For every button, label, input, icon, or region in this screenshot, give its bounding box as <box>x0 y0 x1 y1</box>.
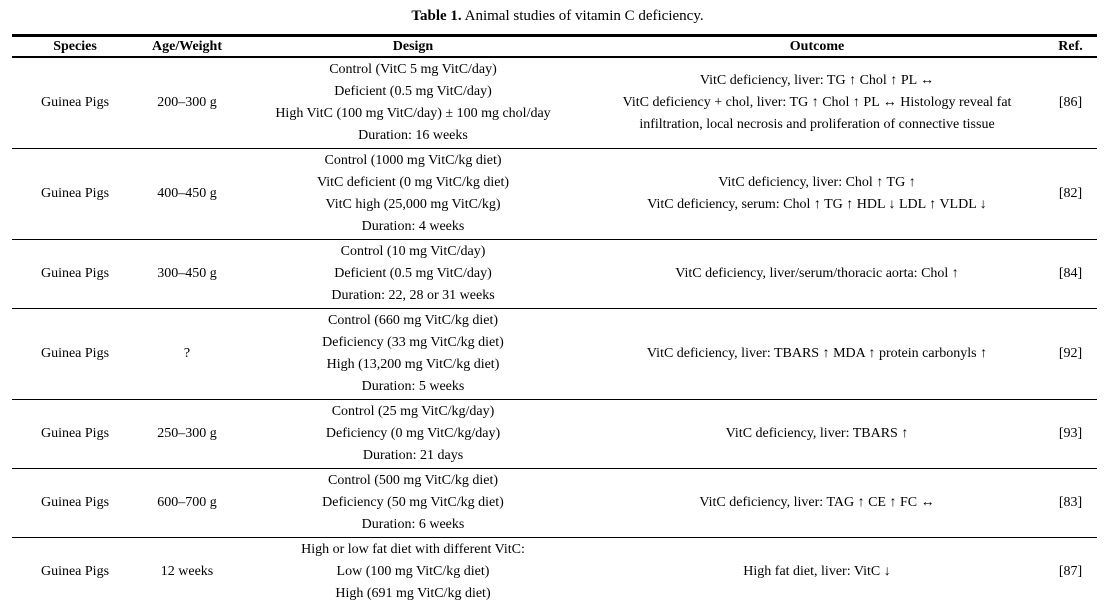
column-header-design: Design <box>236 36 590 58</box>
design-line: Duration: 4 weeks <box>240 216 586 238</box>
design-line: High (13,200 mg VitC/kg diet) <box>240 354 586 376</box>
outcome-line: VitC deficiency, liver: TBARS ↑ <box>594 423 1040 445</box>
outcome-cell <box>590 469 1044 538</box>
ref-cell: [82] <box>1044 149 1097 240</box>
outcome-line: VitC deficiency + chol, liver: TG ↑ Chol ↑ PL ↔ Histology reveal fat infiltration, local necrosis and proliferation of connective tissue <box>594 92 1040 136</box>
age-weight-cell: 300–450 g <box>138 240 236 309</box>
age-weight-cell: 600–700 g <box>138 469 236 538</box>
design-cell <box>236 469 590 538</box>
outcome-cell <box>590 57 1044 149</box>
outcome-line: VitC deficiency, liver: TBARS ↑ MDA ↑ protein carbonyls ↑ <box>594 343 1040 365</box>
ref-cell: [93] <box>1044 400 1097 469</box>
design-line: Control (25 mg VitC/kg/day) <box>240 401 586 423</box>
species-cell: Guinea Pigs <box>12 538 138 606</box>
column-header-ref: Ref. <box>1044 36 1097 58</box>
column-header-age-weight: Age/Weight <box>138 36 236 58</box>
design-cell <box>236 149 590 240</box>
outcome-cell <box>590 240 1044 309</box>
species-cell: Guinea Pigs <box>12 149 138 240</box>
table-row <box>12 240 1097 309</box>
species-cell: Guinea Pigs <box>12 469 138 538</box>
outcome-line: VitC deficiency, liver: Chol ↑ TG ↑ <box>594 172 1040 194</box>
design-line: Control (660 mg VitC/kg diet) <box>240 310 586 332</box>
ref-cell: [83] <box>1044 469 1097 538</box>
table-body <box>12 57 1097 606</box>
age-weight-cell: 250–300 g <box>138 400 236 469</box>
age-weight-cell: 200–300 g <box>138 57 236 149</box>
design-line: Duration: 5 weeks <box>240 376 586 398</box>
outcome-cell <box>590 538 1044 606</box>
table-caption-label: Table 1. <box>411 8 461 24</box>
table-row <box>12 538 1097 606</box>
design-line: Duration: 21 days <box>240 445 586 467</box>
design-line: Control (1000 mg VitC/kg diet) <box>240 150 586 172</box>
ref-cell: [84] <box>1044 240 1097 309</box>
design-cell <box>236 240 590 309</box>
design-line: Control (10 mg VitC/day) <box>240 241 586 263</box>
design-line: Duration: 16 weeks <box>240 125 586 147</box>
outcome-cell <box>590 309 1044 400</box>
column-header-species: Species <box>12 36 138 58</box>
ref-cell: [87] <box>1044 538 1097 606</box>
design-line: Duration: 22, 28 or 31 weeks <box>240 285 586 307</box>
outcome-line: VitC deficiency, liver: TAG ↑ CE ↑ FC ↔ <box>594 492 1040 514</box>
species-cell: Guinea Pigs <box>12 400 138 469</box>
table-caption <box>0 0 1115 34</box>
outcome-line: VitC deficiency, liver/serum/thoracic aorta: Chol ↑ <box>594 263 1040 285</box>
design-line: Deficient (0.5 mg VitC/day) <box>240 81 586 103</box>
design-line: Deficiency (50 mg VitC/kg diet) <box>240 492 586 514</box>
outcome-cell <box>590 400 1044 469</box>
age-weight-cell: ? <box>138 309 236 400</box>
table-row <box>12 469 1097 538</box>
design-cell <box>236 538 590 606</box>
table-header <box>12 36 1097 58</box>
species-cell: Guinea Pigs <box>12 240 138 309</box>
ref-cell: [86] <box>1044 57 1097 149</box>
design-cell <box>236 57 590 149</box>
animal-studies-table <box>12 34 1097 606</box>
column-header-outcome: Outcome <box>590 36 1044 58</box>
design-line: High (691 mg VitC/kg diet) <box>240 583 586 605</box>
age-weight-cell: 400–450 g <box>138 149 236 240</box>
outcome-cell <box>590 149 1044 240</box>
outcome-line: VitC deficiency, liver: TG ↑ Chol ↑ PL ↔ <box>594 70 1040 92</box>
design-line: High VitC (100 mg VitC/day) ± 100 mg chol/day <box>240 103 586 125</box>
design-line: Control (VitC 5 mg VitC/day) <box>240 59 586 81</box>
outcome-line: High fat diet, liver: VitC ↓ <box>594 561 1040 583</box>
table-row <box>12 400 1097 469</box>
design-line: Duration: 6 weeks <box>240 514 586 536</box>
design-line: VitC deficient (0 mg VitC/kg diet) <box>240 172 586 194</box>
age-weight-cell: 12 weeks <box>138 538 236 606</box>
header-row <box>12 36 1097 58</box>
design-line: VitC high (25,000 mg VitC/kg) <box>240 194 586 216</box>
species-cell: Guinea Pigs <box>12 309 138 400</box>
outcome-line: VitC deficiency, serum: Chol ↑ TG ↑ HDL ↓ LDL ↑ VLDL ↓ <box>594 194 1040 216</box>
design-cell <box>236 309 590 400</box>
table-row <box>12 309 1097 400</box>
ref-cell: [92] <box>1044 309 1097 400</box>
species-cell: Guinea Pigs <box>12 57 138 149</box>
table-caption-text: Animal studies of vitamin C deficiency. <box>465 8 704 24</box>
table-row <box>12 149 1097 240</box>
table-row <box>12 57 1097 149</box>
design-line: Deficiency (0 mg VitC/kg/day) <box>240 423 586 445</box>
design-line: Deficient (0.5 mg VitC/day) <box>240 263 586 285</box>
design-line: Control (500 mg VitC/kg diet) <box>240 470 586 492</box>
design-line: Low (100 mg VitC/kg diet) <box>240 561 586 583</box>
design-cell <box>236 400 590 469</box>
design-line: High or low fat diet with different VitC: <box>240 539 586 561</box>
design-line: Deficiency (33 mg VitC/kg diet) <box>240 332 586 354</box>
